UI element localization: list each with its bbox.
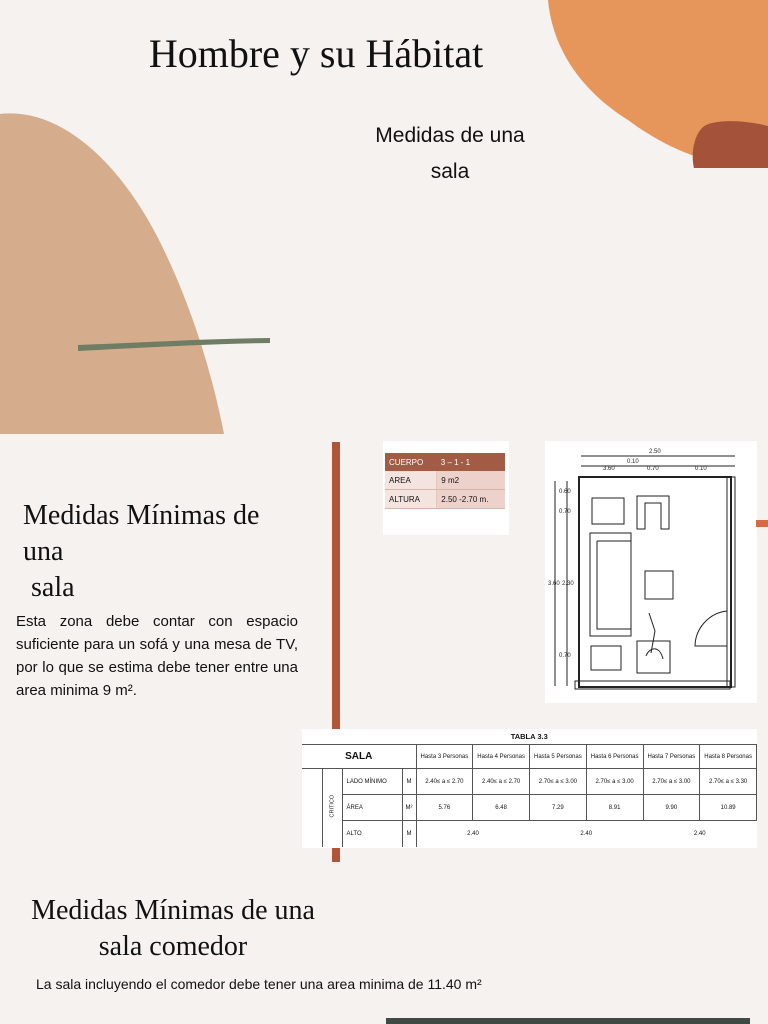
table-caption: TABLA 3.3 [302,729,757,745]
table-cell: 8.91 [586,795,643,821]
column-header: Hasta 3 Personas [416,745,473,769]
table-row [302,769,757,795]
dim-label: 0.70 [647,466,659,472]
table-cell: 6.48 [473,795,530,821]
table-name: SALA [302,745,416,769]
row-label: LADO MÍNIMO [342,769,402,795]
table-cell: 2.40 [530,821,644,847]
table-row [385,453,505,471]
sala-paragraph: Esta zona debe contar con espacio suficiente para un sofá y una mesa de TV, por lo que se estima debe tener entre una area minima 9 m². [16,613,298,699]
table-row [302,729,757,745]
table-row [385,490,505,509]
dim-label: 2.30 [562,581,574,587]
group-label: CRITICO [329,794,335,818]
cuerpo-table [385,453,505,509]
person-figure [646,613,663,659]
column-header: Hasta 6 Personas [586,745,643,769]
table-cell: 9.90 [643,795,700,821]
table-cell: 7.29 [530,795,587,821]
dim-label: 0.70 [559,509,571,515]
subtitle-line-1: Medidas de una [375,124,525,147]
door-swing [695,611,727,646]
tv-unit [637,641,670,673]
table-cell: ALTURA [385,490,437,509]
row-label: ÁREA [342,795,402,821]
table-cell: AREA [385,471,437,490]
table-cell: 2.40 [643,821,757,847]
comedor-heading [0,893,346,965]
unit-cell: M [402,821,416,847]
unit-cell: M² [402,795,416,821]
table-row [302,795,757,821]
dim-label: 0.10 [695,466,707,472]
table-cell: 2.70≤ a ≤ 3.00 [530,769,587,795]
row-label: ALTO [342,821,402,847]
page-title: Hombre y su Hábitat [148,31,484,76]
sala-heading-line-3: sala [31,572,75,603]
sala-heading-line-2: una [23,536,64,567]
edge-accent [756,520,768,527]
armchair [637,496,669,529]
table-cell: 10.89 [700,795,757,821]
table-row [302,745,757,769]
column-header: Hasta 8 Personas [700,745,757,769]
side-table [592,498,624,524]
sala-heading-line-1: Medidas Mínimas de [23,500,260,531]
table-cell: 9 m2 [437,471,505,490]
sofa [590,533,631,636]
table-cell: 2.70≤ a ≤ 3.00 [643,769,700,795]
table-cell: 2.40≤ a ≤ 2.70 [416,769,473,795]
subtitle-line-2: sala [430,160,470,183]
comedor-heading-line-1: Medidas Mínimas de una [31,895,315,926]
table-cell: CUERPO [385,453,437,471]
table-cell: 3 – 1 - 1 [437,453,505,471]
unit-cell: M [402,769,416,795]
dim-label: 0.70 [559,653,571,659]
coffee-table [645,571,673,599]
orange-blob-decoration [548,0,768,168]
table-cell: 2.70≤ a ≤ 3.00 [586,769,643,795]
tabla-sala-image [302,729,757,848]
table-cell: 2.40 [416,821,530,847]
comedor-paragraph: La sala incluyendo el comedor debe tener una area minima de 11.40 m² [36,976,482,992]
green-stroke-decoration [76,333,272,355]
floorplan-drawing [545,441,757,703]
column-header: Hasta 4 Personas [473,745,530,769]
lamp-table [591,646,621,670]
tan-blob-decoration [0,112,224,434]
table-cell: 2.70≤ a ≤ 3.30 [700,769,757,795]
sala-heading [23,498,313,606]
tabla-sala [302,729,757,847]
dim-label: 0.60 [559,489,571,495]
dim-label: 2.50 [649,449,661,455]
cuerpo-table-image [383,441,509,535]
column-header: Hasta 5 Personas [530,745,587,769]
table-row [302,821,757,847]
dim-label: 3.60 [603,466,615,472]
comedor-heading-line-2: sala comedor [98,931,248,962]
table-cell: 5.76 [416,795,473,821]
room-wall [579,477,731,687]
comedor-image-top-edge [386,1018,750,1024]
table-row [385,471,505,490]
table-cell: 2.50 -2.70 m. [437,490,505,509]
page-subtitle [350,118,550,190]
table-cell: 2.40≤ a ≤ 2.70 [473,769,530,795]
dim-label: 3.60 [548,581,560,587]
column-header: Hasta 7 Personas [643,745,700,769]
dim-label: 0.10 [627,459,639,465]
